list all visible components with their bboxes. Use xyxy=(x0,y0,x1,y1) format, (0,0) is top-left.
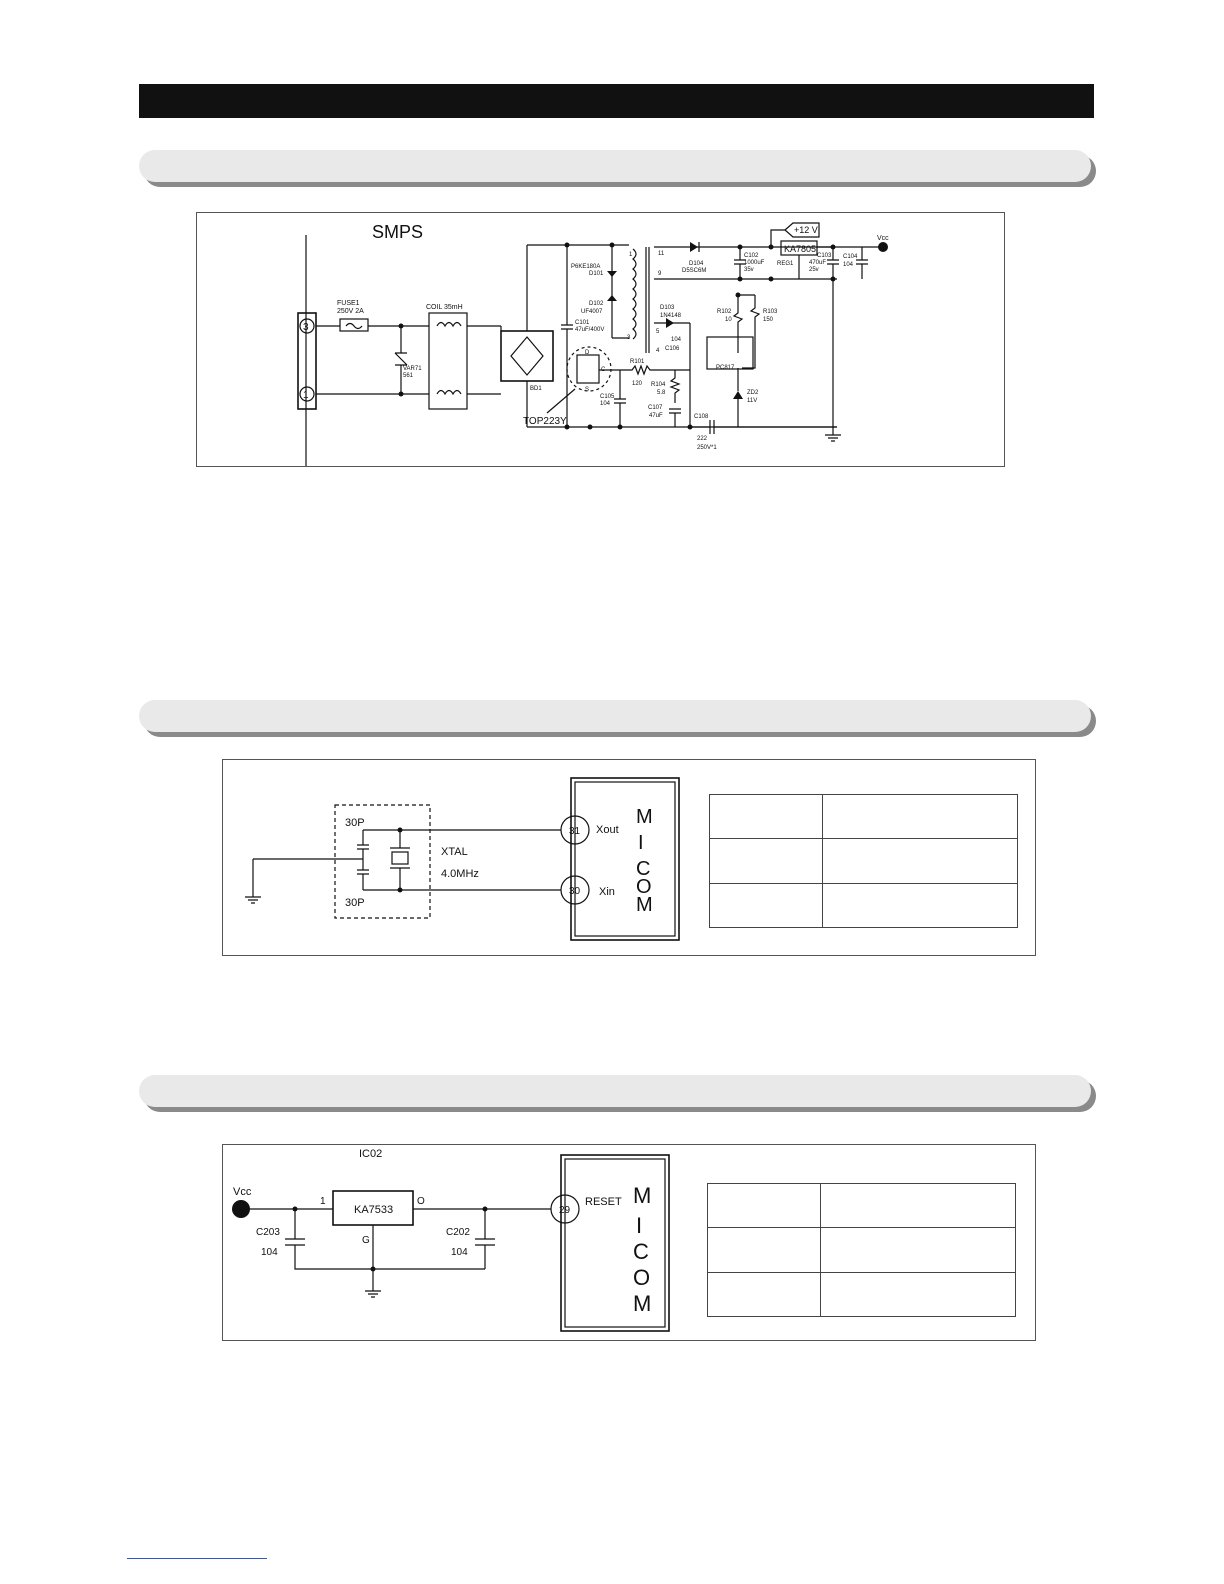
c105-ref: C105 xyxy=(600,394,615,400)
micom-letter-3: C xyxy=(636,858,651,880)
r102-ref: R102 xyxy=(717,309,732,315)
xfmr-pin-3: 3 xyxy=(627,335,631,341)
reset-micom-chip xyxy=(561,1155,669,1331)
d104-ref: D104 xyxy=(689,261,704,267)
zd2-value: 11V xyxy=(747,398,758,404)
table-row xyxy=(710,883,1018,927)
r101-value: 120 xyxy=(632,381,643,387)
xfmr-pin-11: 11 xyxy=(658,251,665,257)
line-filter-coil xyxy=(429,313,467,409)
page-title-bar xyxy=(139,84,1094,118)
smps-schematic-frame xyxy=(196,212,1005,467)
table-row xyxy=(708,1184,1016,1228)
xtal-freq: 4.0MHz xyxy=(441,868,479,880)
zd2-ref: ZD2 xyxy=(747,390,759,396)
c108-rating: 250V*1 xyxy=(697,445,717,451)
oscillator-schematic xyxy=(223,760,703,955)
d102-ref: D102 xyxy=(589,301,604,307)
table-cell xyxy=(708,1184,821,1228)
connector-pin-3: 3 xyxy=(303,322,309,333)
c103-ref: C103 xyxy=(817,253,832,259)
connector-pin-1: 1 xyxy=(303,390,309,401)
c202-value: 104 xyxy=(451,1247,468,1258)
reset-micom-letter-1: M xyxy=(633,1183,652,1208)
r101-ref: R101 xyxy=(630,359,645,365)
table-row xyxy=(708,1272,1016,1316)
reg-ref: KA7805 xyxy=(784,244,817,254)
table-cell xyxy=(821,1228,1016,1272)
pin-30-name: Xin xyxy=(599,886,615,898)
smps-title: SMPS xyxy=(372,222,424,242)
table-cell xyxy=(821,1184,1016,1228)
xtal-label: XTAL xyxy=(441,846,468,858)
c107-ref: C107 xyxy=(648,405,663,411)
c108-value: 222 xyxy=(697,436,708,442)
table-cell xyxy=(710,839,823,883)
r102-value: 10 xyxy=(725,317,732,323)
pin-30-num: 30 xyxy=(569,886,581,897)
micom-letter-5: M xyxy=(636,894,653,916)
c102-ref: C102 xyxy=(744,253,759,259)
c106-ref: C106 xyxy=(665,346,680,352)
reset-micom-letter-5: M xyxy=(633,1291,652,1316)
reset-micom-letter-2: I xyxy=(636,1213,643,1238)
ic02-ref: IC02 xyxy=(359,1148,383,1160)
micom-letter-1: M xyxy=(636,806,653,828)
d101-ref: P6KE180A xyxy=(571,264,601,270)
reset-micom-letter-3: C xyxy=(633,1239,649,1264)
c104-value: 104 xyxy=(843,262,854,268)
table-row xyxy=(708,1228,1016,1272)
c101-value: 47uF/400V xyxy=(575,327,605,333)
r103-value: 150 xyxy=(763,317,774,323)
table-row xyxy=(710,839,1018,883)
table-cell xyxy=(823,883,1018,927)
reset-schematic xyxy=(223,1145,703,1340)
c106-value: 104 xyxy=(671,337,682,343)
c103-value: 470uF xyxy=(809,260,827,266)
osc-cap-top: 30P xyxy=(345,817,365,829)
crystal-xtal xyxy=(392,852,408,864)
oscillator-table xyxy=(709,794,1018,928)
c107-value: 47uF xyxy=(649,413,663,419)
micom-chip xyxy=(571,778,679,940)
table-cell xyxy=(708,1272,821,1316)
reset-vcc-label: Vcc xyxy=(233,1186,252,1198)
c203-ref: C203 xyxy=(256,1227,280,1238)
d102-value: UF4007 xyxy=(581,309,603,315)
c105-value: 104 xyxy=(600,401,611,407)
plus12-label: +12 V xyxy=(794,225,818,235)
c108-ref: C108 xyxy=(694,414,709,420)
c202-ref: C202 xyxy=(446,1227,470,1238)
micom-letter-4: O xyxy=(636,876,652,898)
pc817-ref: PC817 xyxy=(716,365,735,371)
ic-pin-c: C xyxy=(601,367,606,373)
table-row xyxy=(710,795,1018,839)
c103-rating: 25v xyxy=(809,267,819,273)
bridge-ref: BD1 xyxy=(530,386,542,392)
c101-ref: C101 xyxy=(575,320,590,326)
c102-rating: 35v xyxy=(744,267,754,273)
fuse-ref: FUSE1 xyxy=(337,300,360,307)
d101-value: D101 xyxy=(589,271,604,277)
micom-letter-2: I xyxy=(638,832,644,854)
r104-ref: R104 xyxy=(651,382,666,388)
fuse-value: 250V 2A xyxy=(337,308,364,315)
table-cell xyxy=(710,795,823,839)
section-header-oscillator xyxy=(139,700,1091,732)
ka7533-pin-o: O xyxy=(417,1196,425,1207)
section-header-power xyxy=(139,150,1091,182)
reg-label: REG1 xyxy=(777,261,794,267)
ka7533-pin-g: G xyxy=(362,1235,370,1246)
xfmr-pin-5: 5 xyxy=(656,329,660,335)
vcc-label: Vcc xyxy=(877,235,889,242)
d103-ref: D103 xyxy=(660,305,675,311)
c203-value: 104 xyxy=(261,1247,278,1258)
table-cell xyxy=(708,1228,821,1272)
pin-29-num: 29 xyxy=(559,1205,571,1216)
pin-31-name: Xout xyxy=(596,824,619,836)
footer-link-underline[interactable] xyxy=(127,1558,267,1559)
oscillator-schematic-frame xyxy=(222,759,1036,956)
d104-value: D5SC6M xyxy=(682,268,707,274)
ic-ref: TOP223Y xyxy=(523,416,567,427)
ic-pin-s: S xyxy=(585,387,590,393)
pin-31-num: 31 xyxy=(569,826,581,837)
reset-schematic-frame xyxy=(222,1144,1036,1341)
r103-ref: R103 xyxy=(763,309,778,315)
varistor-ref: VAR71 xyxy=(403,366,422,372)
smps-schematic xyxy=(197,213,1004,466)
reset-table xyxy=(707,1183,1016,1317)
section-header-reset xyxy=(139,1075,1091,1107)
osc-cap-bottom: 30P xyxy=(345,897,365,909)
ka7533-pin-1: 1 xyxy=(320,1196,326,1207)
c102-value: 1000uF xyxy=(744,260,765,266)
c104-ref: C104 xyxy=(843,254,858,260)
d103-value: 1N4148 xyxy=(660,313,682,319)
table-cell xyxy=(821,1272,1016,1316)
pin-29-name: RESET xyxy=(585,1196,622,1208)
table-cell xyxy=(823,839,1018,883)
fuse xyxy=(340,319,368,331)
coil-ref: COIL 35mH xyxy=(426,304,463,311)
table-cell xyxy=(823,795,1018,839)
reset-micom-letter-4: O xyxy=(633,1265,651,1290)
xfmr-pin-1: 1 xyxy=(629,252,633,258)
xfmr-pin-4: 4 xyxy=(656,348,660,354)
table-cell xyxy=(710,883,823,927)
r104-value: 5.8 xyxy=(657,390,666,396)
bridge-rectifier xyxy=(501,331,553,381)
ic-pin-d: D xyxy=(585,350,590,356)
varistor-value: 561 xyxy=(403,373,414,379)
xfmr-pin-9: 9 xyxy=(658,271,662,277)
ic02-part: KA7533 xyxy=(354,1204,394,1216)
